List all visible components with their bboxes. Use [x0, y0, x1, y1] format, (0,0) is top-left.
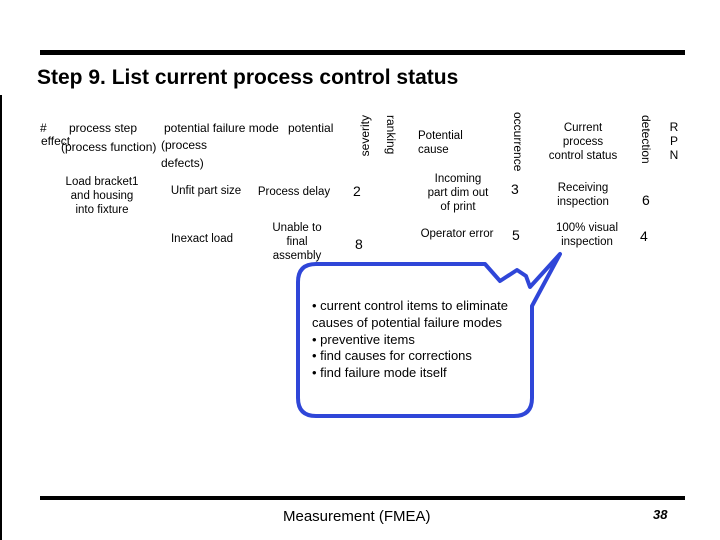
callout-line: • find failure mode itself [312, 365, 447, 381]
header-failure-mode: potential failure mode [164, 121, 279, 135]
header-occurrence: occurrence [511, 112, 525, 172]
header-number: # [40, 121, 47, 135]
row1-occurrence: 3 [511, 181, 519, 197]
header-current-controls: Current process control status [548, 122, 618, 162]
callout-line: causes of potential failure modes [312, 314, 503, 330]
row2-effect: Unable to final assembly [272, 222, 322, 262]
header-potential-effect-2: effect [41, 134, 71, 148]
header-ranking: ranking [384, 115, 398, 155]
row1-cause: Incoming part dim out of print [427, 173, 489, 213]
callout-line: • find causes for corrections [312, 348, 472, 364]
bottom-rule [40, 496, 685, 500]
callout-line: • preventive items [312, 331, 415, 347]
row1-effect: Process delay [257, 186, 331, 198]
row2-detection: 4 [640, 228, 648, 244]
header-failure-mode-3: defects) [161, 156, 204, 170]
row2-occurrence: 5 [512, 227, 520, 243]
header-detection: detection [639, 115, 653, 164]
page-number: 38 [653, 507, 668, 522]
slide-title: Step 9. List current process control status [37, 66, 459, 89]
header-potential-effect: potential [288, 121, 334, 135]
row2-cause: Operator error [420, 228, 494, 240]
header-rpn: R P N [669, 120, 679, 162]
row1-detection: 6 [642, 192, 650, 208]
row2-controls: 100% visual inspection [555, 222, 618, 248]
callout-line: • current control items to eliminate [312, 298, 509, 313]
row1-severity: 2 [353, 183, 361, 199]
header-potential-cause: Potential cause [418, 130, 463, 156]
row2-severity: 8 [355, 236, 363, 252]
footer-title: Measurement (FMEA) [283, 508, 431, 525]
row1-failure-mode: Unfit part size [170, 185, 242, 197]
header-process-step: process step [69, 121, 138, 135]
callout-text [312, 298, 508, 382]
row1-controls: Receiving inspection [557, 182, 609, 208]
header-severity: severity [358, 115, 372, 157]
row1-process-step: Load bracket1 and housing into fixture [65, 176, 139, 216]
header-process-function: (process function) [61, 140, 157, 154]
header-failure-mode-2: (process [161, 138, 208, 152]
row2-failure-mode: Inexact load [170, 233, 233, 245]
